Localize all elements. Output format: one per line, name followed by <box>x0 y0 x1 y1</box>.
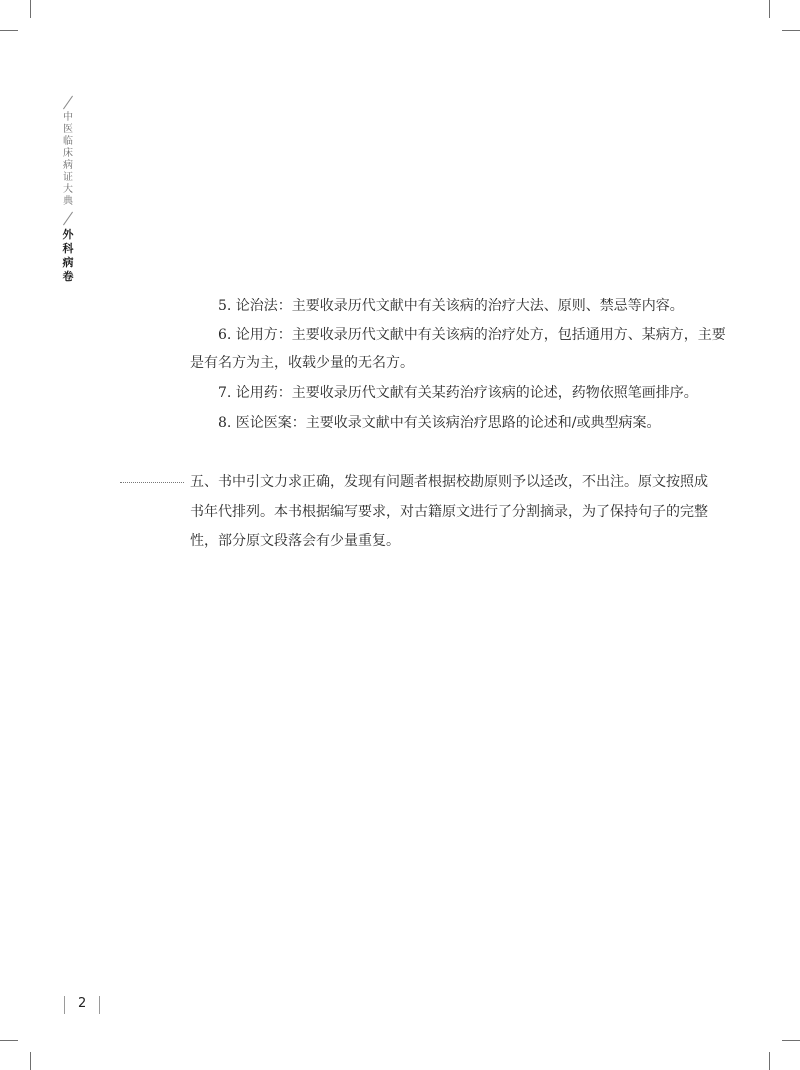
section-dotted-leader <box>120 482 184 483</box>
section-5-line3: 性，部分原文段落会有少量重复。 <box>190 533 400 549</box>
volume-title: 外 科 病 卷 <box>62 228 74 283</box>
item-6-text-line2: 是有名方为主，收载少量的无名方。 <box>190 355 414 371</box>
crop-mark-bl-h <box>0 1040 18 1041</box>
crop-mark-tl-h <box>0 30 18 31</box>
item-5-text: 5. 论治法：主要收录历代文献中有关该病的治疗大法、原则、禁忌等内容。 <box>218 298 684 314</box>
page-number-bar-right <box>99 996 100 1014</box>
crop-mark-tr-v <box>769 0 770 18</box>
vertical-running-title <box>56 92 80 284</box>
crop-mark-bl-v <box>30 1052 31 1070</box>
title-slash-top <box>56 92 80 112</box>
item-7-text: 7. 论用药：主要收录历代文献有关某药治疗该病的论述，药物依照笔画排序。 <box>218 385 698 401</box>
series-title: 中 医 临 床 病 证 大 典 <box>63 112 73 207</box>
title-slash-middle <box>56 208 80 228</box>
crop-mark-br-h <box>782 1040 800 1041</box>
crop-mark-br-v <box>769 1052 770 1070</box>
item-6-text-line1: 6. 论用方：主要收录历代文献中有关该病的治疗处方，包括通用方、某病方，主要 <box>218 327 726 343</box>
section-5-line2: 书年代排列。本书根据编写要求，对古籍原文进行了分割摘录，为了保持句子的完整 <box>190 504 708 520</box>
crop-mark-tl-v <box>30 0 31 18</box>
crop-mark-tr-h <box>782 30 800 31</box>
section-5-line1: 五、书中引文力求正确，发现有问题者根据校勘原则予以迳改，不出注。原文按照成 <box>190 474 708 490</box>
page-number-bar-left <box>64 996 65 1014</box>
item-8-text: 8. 医论医案：主要收录文献中有关该病治疗思路的论述和/或典型病案。 <box>218 415 661 431</box>
page-number: 2 <box>78 996 87 1011</box>
